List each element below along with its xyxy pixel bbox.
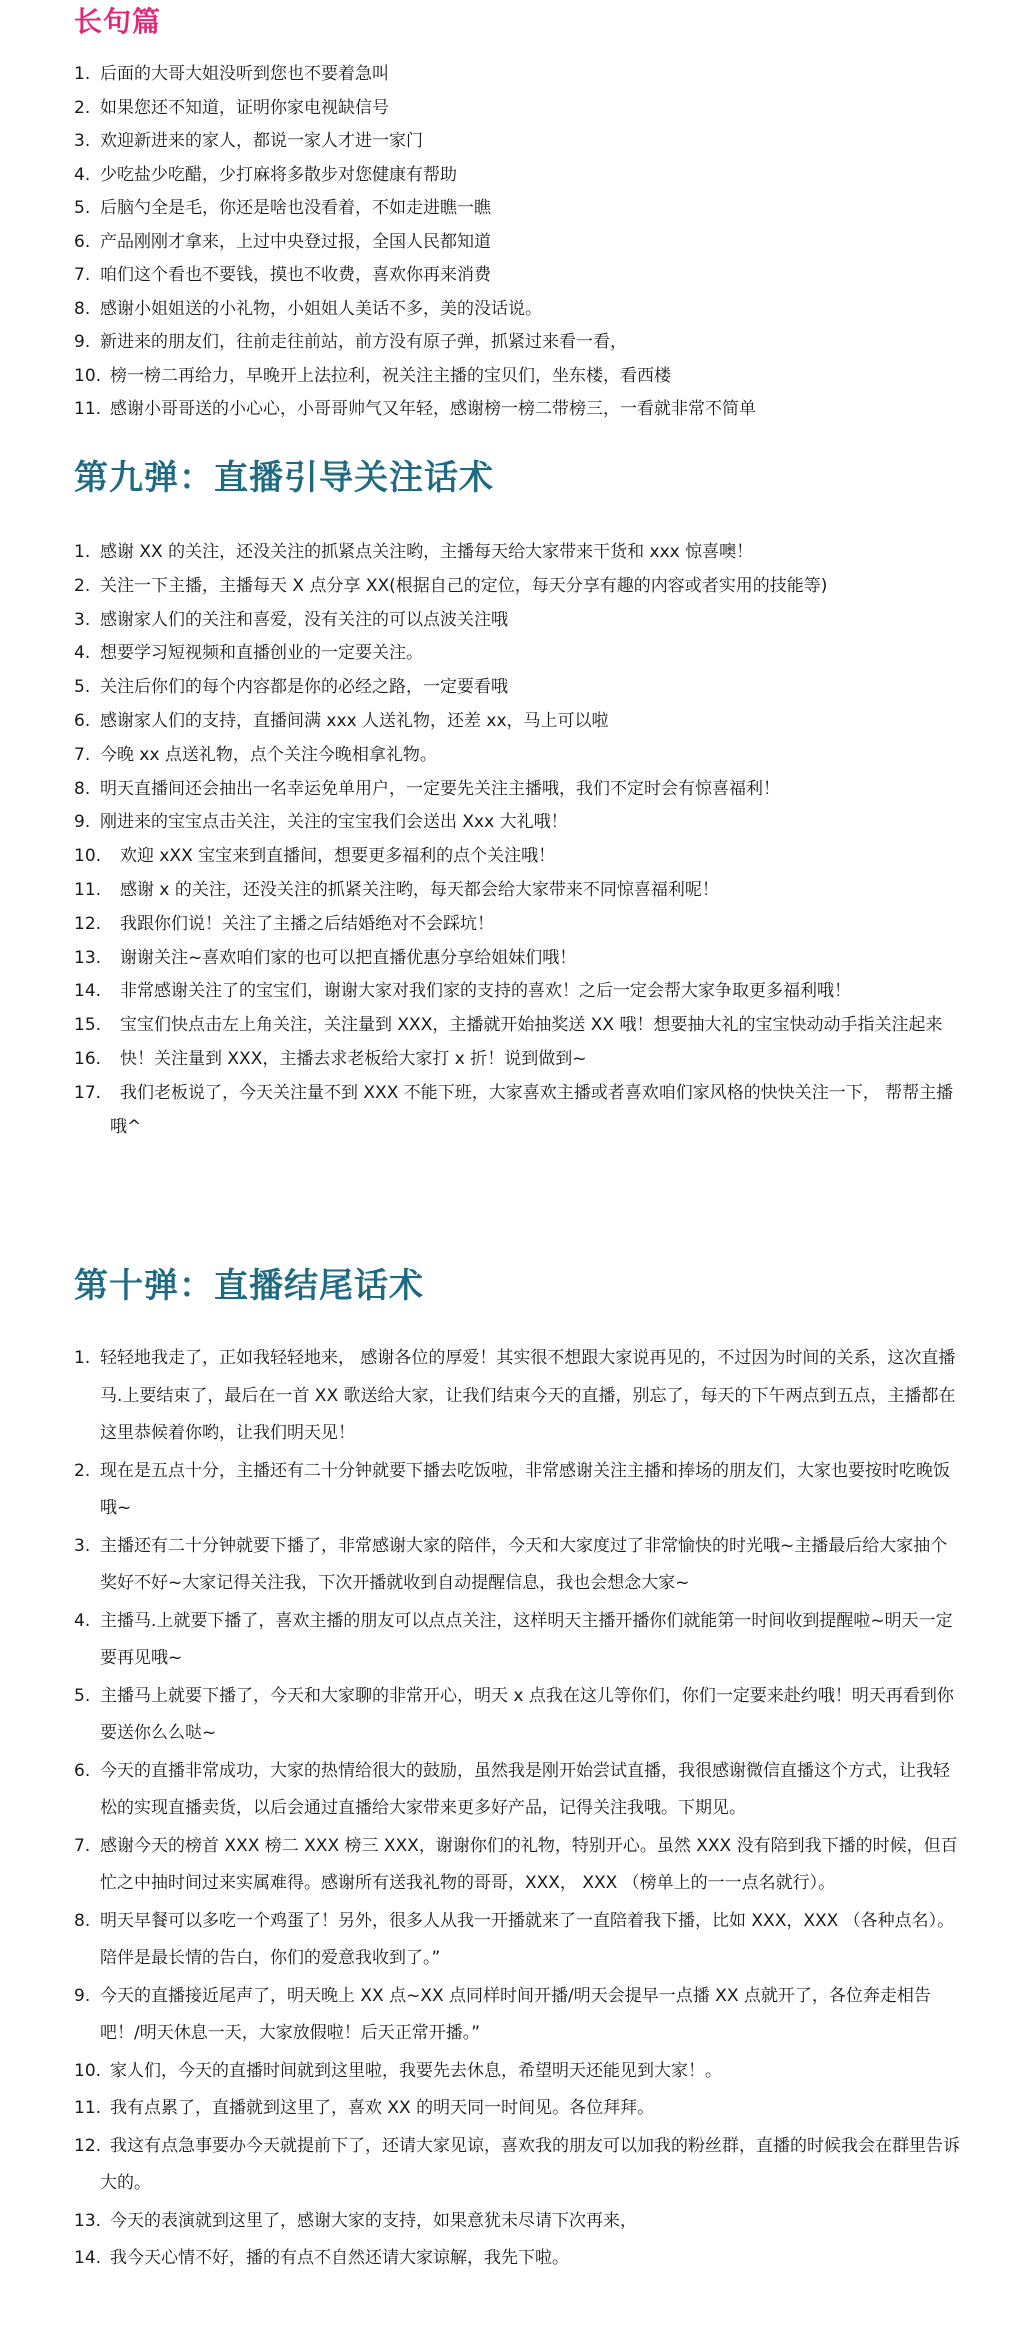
item-number: 10. [74, 2060, 102, 2081]
item-number: 9. [74, 812, 91, 833]
list-item [74, 1340, 964, 1453]
item-number: 8. [74, 1910, 91, 1931]
item-number: 12. [74, 2135, 102, 2156]
item-text: 如果您还不知道，证明你家电视缺信号 [100, 97, 389, 118]
list-item [74, 840, 964, 874]
item-number: 6. [74, 231, 91, 252]
item-number: 16. [74, 1048, 102, 1069]
list-item [74, 1009, 964, 1043]
item-text: 关注后你们的每个内容都是你的必经之路，一定要看哦 [100, 677, 508, 698]
item-number: 10. [74, 365, 102, 386]
item-text: 我有点累了，直播就到这里了，喜欢 XX 的明天同一时间见。各位拜拜。 [110, 2098, 655, 2118]
item-number: 14. [74, 981, 102, 1002]
list-item [74, 2240, 964, 2278]
item-number: 7. [74, 265, 91, 285]
list-item [74, 570, 964, 604]
list-item [74, 1043, 964, 1077]
item-text: 明天直播间还会抽出一名幸运免单用户，一定要先关注主播哦，我们不定时会有惊喜福利！ [100, 778, 780, 799]
item-text: 欢迎新进来的家人，都说一家人才进一家门 [100, 131, 423, 151]
item-text: 我们老板说了，今天关注量不到 XXX 不能下班，大家喜欢主播或者喜欢咱们家风格的快快关注一下， 帮帮主播哦^ [110, 1082, 954, 1137]
list-item [74, 773, 964, 807]
item-number: 9. [74, 1985, 91, 2006]
item-number: 15. [74, 1015, 102, 1036]
item-number: 8. [74, 778, 91, 799]
item-text: 我这有点急事要办今天就提前下了，还请大家见谅，喜欢我的朋友可以加我的粉丝群，直播的时候我会在群里告诉大的。 [100, 2135, 960, 2193]
item-number: 2. [74, 1460, 91, 1481]
list-item [74, 293, 964, 327]
item-text: 后面的大哥大姐没听到您也不要着急叫 [100, 64, 389, 84]
item-text: 非常感谢关注了的宝宝们，谢谢大家对我们家的支持的喜欢！之后一定会帮大家争取更多福利哦！ [120, 981, 851, 1002]
list-item [74, 2053, 964, 2091]
list-item [74, 2090, 964, 2128]
list-item [74, 393, 964, 427]
item-number: 7. [74, 744, 91, 765]
list-item [74, 360, 964, 394]
item-text: 谢谢关注~喜欢咱们家的也可以把直播优惠分享给姐妹们哦！ [120, 947, 577, 968]
list-item [74, 2203, 964, 2241]
list-item [74, 806, 964, 840]
item-number: 2. [74, 575, 91, 596]
item-number: 12. [74, 913, 102, 934]
list-item [74, 1528, 964, 1603]
follow-scripts-list [74, 536, 964, 1144]
item-text: 我跟你们说！关注了主播之后结婚绝对不会踩坑！ [120, 913, 494, 934]
item-text: 感谢小姐姐送的小礼物，小姐姐人美话不多，美的没话说。 [100, 298, 542, 319]
item-number: 10. [74, 846, 102, 867]
section-title-follow-scripts: 第九弹：直播引导关注话术 [74, 458, 494, 498]
item-text: 想要学习短视频和直播创业的一定要关注。 [100, 643, 423, 664]
item-text: 关注一下主播，主播每天 X 点分享 XX(根据自己的定位，每天分享有趣的内容或者实用的技能等) [100, 575, 828, 596]
list-item [74, 1603, 964, 1678]
long-sentences-list [74, 58, 964, 427]
list-item [74, 1077, 964, 1145]
list-item [74, 874, 964, 908]
item-number: 7. [74, 1835, 91, 1856]
item-text: 刚进来的宝宝点击关注，关注的宝宝我们会送出 Xxx 大礼哦！ [100, 812, 568, 833]
item-text: 感谢小哥哥送的小心心，小哥哥帅气又年轻，感谢榜一榜二带榜三，一看就非常不简单 [110, 399, 756, 419]
item-number: 5. [74, 677, 91, 698]
list-item [74, 1678, 964, 1753]
item-number: 5. [74, 1685, 91, 1706]
item-text: 主播马上就要下播了，今天和大家聊的非常开心，明天 x 点我在这儿等你们，你们一定要来赴约哦！明天再看到你要送你么么哒~ [100, 1685, 954, 1743]
item-number: 8. [74, 298, 91, 319]
list-item [74, 1828, 964, 1903]
list-item [74, 2128, 964, 2203]
list-item [74, 739, 964, 773]
item-number: 6. [74, 1760, 91, 1781]
item-text: 感谢 x 的关注，还没关注的抓紧关注哟，每天都会给大家带来不同惊喜福利呢！ [120, 879, 719, 900]
list-item [74, 92, 964, 126]
item-text: 感谢家人们的支持，直播间满 xxx 人送礼物，还差 xx，马上可以啦 [100, 710, 609, 731]
list-item [74, 259, 964, 293]
list-item [74, 536, 964, 570]
item-text: 咱们这个看也不要钱，摸也不收费，喜欢你再来消费 [100, 265, 491, 285]
item-number: 6. [74, 710, 91, 731]
item-number: 14. [74, 2248, 102, 2268]
item-number: 9. [74, 332, 91, 352]
item-text: 产品刚刚才拿来，上过中央登过报，全国人民都知道 [100, 231, 491, 252]
item-text: 家人们，今天的直播时间就到这里啦，我要先去休息，希望明天还能见到大家！。 [110, 2060, 722, 2081]
item-text: 新进来的朋友们，往前走往前站，前方没有原子弹，抓紧过来看一看， [100, 332, 627, 352]
item-number: 5. [74, 198, 91, 218]
item-text: 感谢家人们的关注和喜爱，没有关注的可以点波关注哦 [100, 609, 508, 630]
item-text: 宝宝们快点击左上角关注，关注量到 XXX，主播就开始抽奖送 XX 哦！想要抽大礼的宝宝快动动手指关注起来 [120, 1015, 943, 1036]
section-title-long-sentences: 长句篇 [74, 5, 162, 38]
item-text: 我今天心情不好，播的有点不自然还请大家谅解，我先下啦。 [110, 2248, 569, 2268]
list-item [74, 1903, 964, 1978]
item-text: 今天的直播非常成功，大家的热情给很大的鼓励，虽然我是刚开始尝试直播，我很感谢微信直播这个方式，让我轻松的实现直播卖货，以后会通过直播给大家带来更多好产品，记得关注我哦。下期见。 [100, 1760, 950, 1818]
list-item [74, 908, 964, 942]
item-number: 4. [74, 1610, 91, 1631]
item-number: 11. [74, 2098, 102, 2118]
ending-scripts-list [74, 1340, 964, 2278]
item-number: 3. [74, 609, 91, 630]
item-text: 榜一榜二再给力，早晚开上法拉利，祝关注主播的宝贝们，坐东楼，看西楼 [110, 365, 671, 386]
list-item [74, 125, 964, 159]
item-text: 感谢今天的榜首 XXX 榜二 XXX 榜三 XXX，谢谢你们的礼物，特别开心。虽然 XXX 没有陪到我下播的时候，但百忙之中抽时间过来实属难得。感谢所有送我礼物的哥哥，XXX， XXX （榜单上的一一点名就行）。 [100, 1835, 958, 1893]
list-item [74, 604, 964, 638]
item-text: 后脑勺全是毛，你还是啥也没看着，不如走进瞧一瞧 [100, 198, 491, 218]
list-item [74, 637, 964, 671]
list-item [74, 1978, 964, 2053]
item-number: 11. [74, 399, 102, 419]
item-number: 3. [74, 1535, 91, 1556]
item-text: 现在是五点十分，主播还有二十分钟就要下播去吃饭啦，非常感谢关注主播和捧场的朋友们，大家也要按时吃晚饭哦~ [100, 1460, 950, 1518]
item-number: 2. [74, 97, 91, 118]
list-item [74, 58, 964, 92]
item-number: 13. [74, 2210, 102, 2231]
item-number: 4. [74, 643, 91, 664]
item-number: 13. [74, 947, 102, 968]
item-text: 感谢 XX 的关注，还没关注的抓紧点关注哟，主播每天给大家带来干货和 xxx 惊喜噢！ [100, 542, 754, 562]
list-item [74, 326, 964, 360]
list-item [74, 1753, 964, 1828]
section-title-ending-scripts: 第十弹：直播结尾话术 [74, 1266, 424, 1306]
item-number: 1. [74, 64, 91, 84]
list-item [74, 159, 964, 193]
item-text: 轻轻地我走了，正如我轻轻地来， 感谢各位的厚爱！其实很不想跟大家说再见的，不过因为时间的关系，这次直播马.上要结束了，最后在一首 XX 歌送给大家，让我们结束今天的直播，别忘了，每天的下午两点到五点，主播都在这里恭候着你哟，让我们明天见！ [100, 1348, 956, 1443]
list-item [74, 975, 964, 1009]
item-number: 3. [74, 131, 91, 151]
item-text: 主播还有二十分钟就要下播了，非常感谢大家的陪伴，今天和大家度过了非常愉快的时光哦~主播最后给大家抽个奖好不好~大家记得关注我，下次开播就收到自动提醒信息，我也会想念大家~ [100, 1535, 948, 1593]
item-number: 4. [74, 164, 91, 185]
list-item [74, 705, 964, 739]
list-item [74, 1453, 964, 1528]
item-text: 快！关注量到 XXX，主播去求老板给大家打 x 折！说到做到~ [120, 1048, 587, 1069]
list-item [74, 226, 964, 260]
item-number: 11. [74, 879, 102, 900]
item-text: 今晚 xx 点送礼物，点个关注今晚相拿礼物。 [100, 744, 437, 765]
item-text: 少吃盐少吃醋，少打麻将多散步对您健康有帮助 [100, 164, 457, 185]
item-number: 17. [74, 1082, 102, 1103]
item-text: 今天的表演就到这里了，感谢大家的支持，如果意犹未尽请下次再来， [110, 2210, 637, 2231]
item-text: 欢迎 xXX 宝宝来到直播间，想要更多福利的点个关注哦！ [120, 846, 556, 867]
item-text: 明天早餐可以多吃一个鸡蛋了！另外，很多人从我一开播就来了一直陪着我下播，比如 XXX，XXX （各种点名）。陪伴是最长情的告白，你们的爱意我收到了。” [100, 1910, 955, 1968]
list-item [74, 942, 964, 976]
list-item [74, 192, 964, 226]
item-number: 1. [74, 542, 91, 562]
item-text: 主播马.上就要下播了，喜欢主播的朋友可以点点关注，这样明天主播开播你们就能第一时间收到提醒啦~明天一定要再见哦~ [100, 1610, 953, 1668]
list-item [74, 671, 964, 705]
item-text: 今天的直播接近尾声了，明天晚上 XX 点~XX 点同样时间开播/明天会提早一点播 XX 点就开了，各位奔走相告吧！/明天休息一天，大家放假啦！后天正常开播。” [100, 1985, 931, 2043]
item-number: 1. [74, 1348, 91, 1368]
